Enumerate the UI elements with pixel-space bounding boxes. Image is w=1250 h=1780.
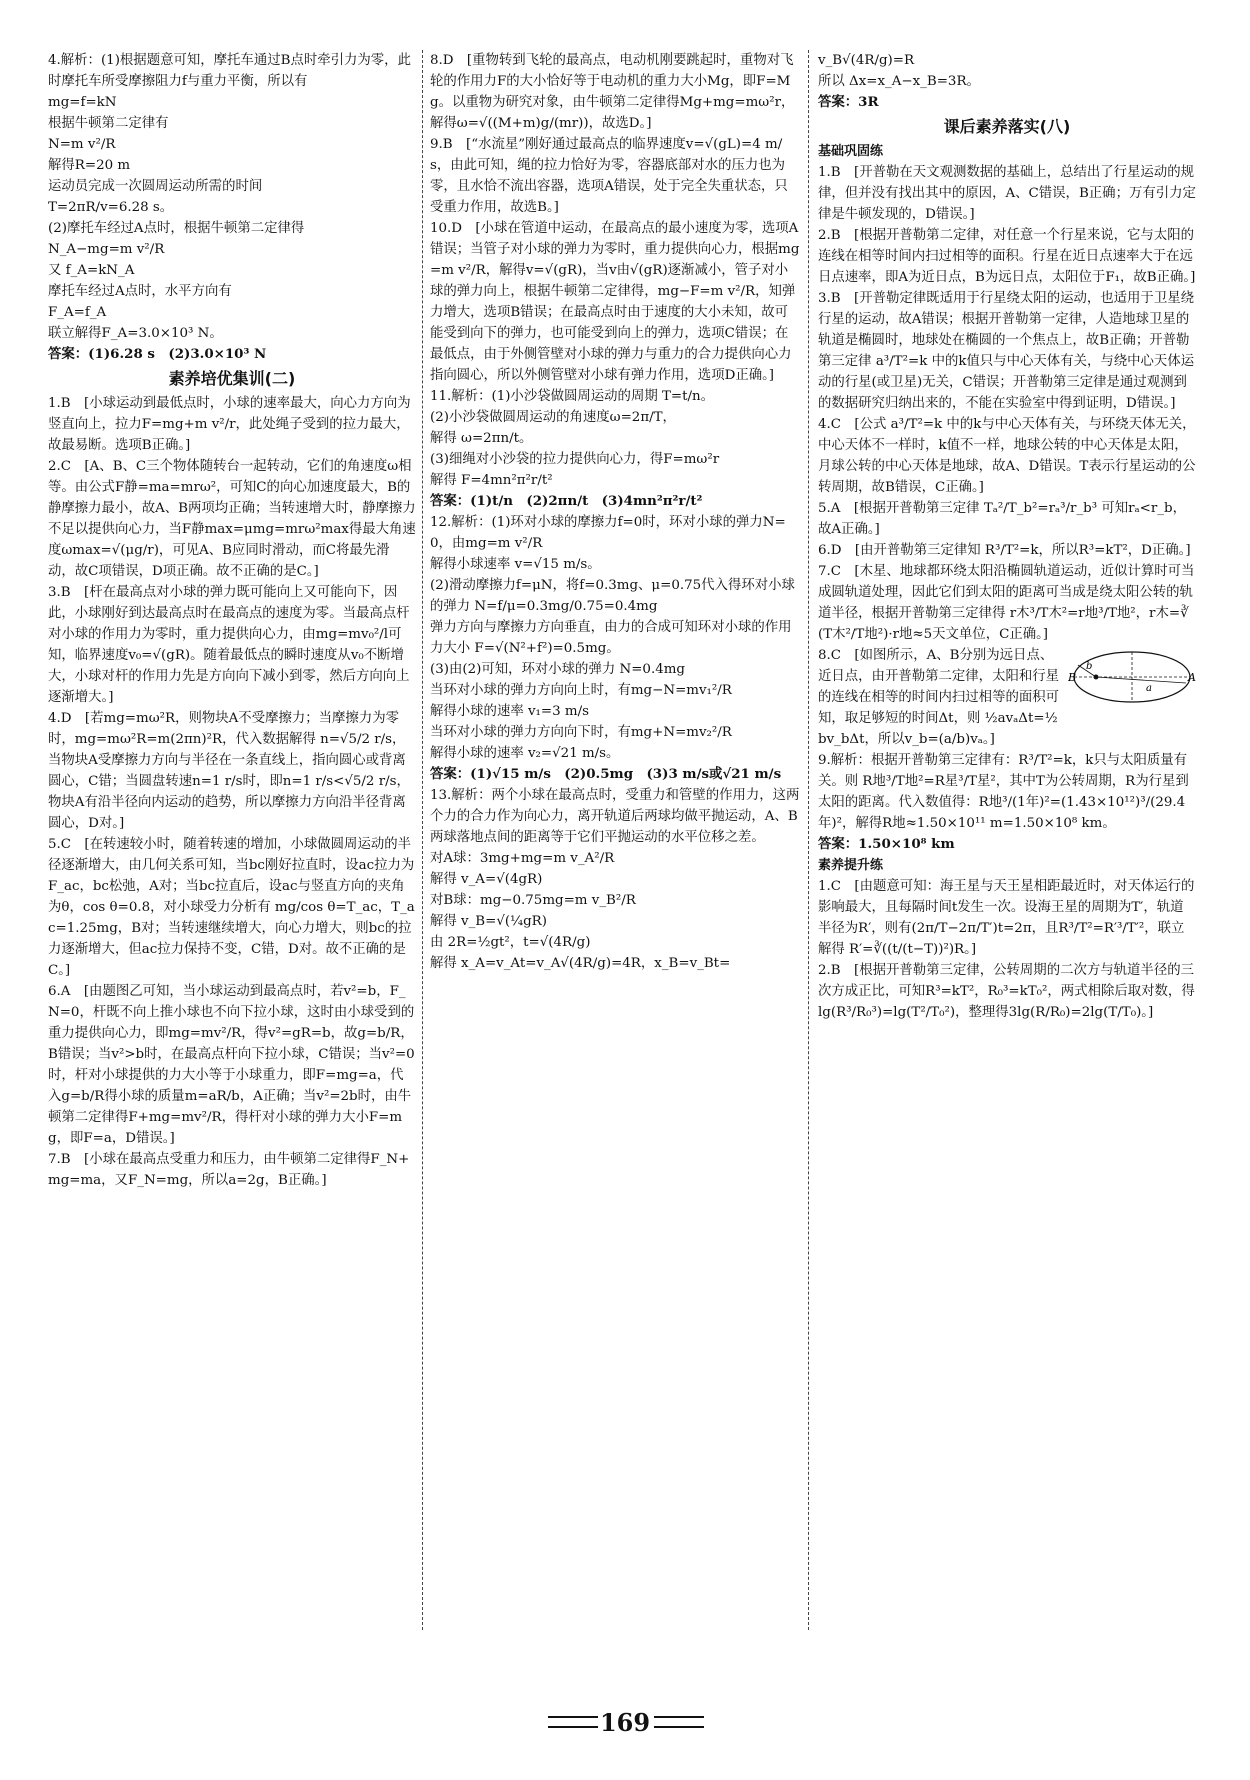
training-answer-5: 5.C [在转速较小时，随着转速的增加，小球做圆周运动的半径逐渐增大，由几何关系可知，当bc刚好拉直时，设ac拉力为F_ac，bc松弛，A对；当bc拉直后，设ac与竖直方向的夹角为θ，cos θ=0.8，对小球受力分析有 mg/cos θ=T_ac，T_ac=1.25mg，B对；当转速继续增大，向心力增大，则bc的拉力逐渐增大，但ac拉力保持不变，C错，D对。故不正确的是C。] xyxy=(48,837,415,978)
basic-answer-1: 1.B [开普勒在天文观测数据的基础上，总结出了行星运动的规律，但并没有找出其中的原因，A、C错误，B正确；万有引力定律是牛顿发现的，D错误。] xyxy=(818,165,1196,222)
answer-4-equation: N_A−mg=m v²/R xyxy=(48,242,165,257)
section-title-training: 素养培优集训(二) xyxy=(168,369,296,388)
training-answer-7: 7.B [小球在最高点受重力和压力，由牛顿第二定律得F_N+mg=ma，又F_N=mg，所以a=2g，B正确。] xyxy=(48,1152,410,1188)
basic-answer-4: 4.C [公式 a³/T²=k 中的k与中心天体有关，与环绕天体无关，中心天体不一样时，k值不一样，地球公转的中心天体是太阳，月球公转的中心天体是地球，故A、D错误。T表示行星运动的公转周期，故B错误，C正确。] xyxy=(818,417,1196,495)
basic-answer-9: 9.解析：根据开普勒第三定律有：R³/T²=k，k只与太阳质量有关。则 R地³/T地²=R星³/T星²，其中T为公转周期，R为行星到太阳的距离。代入数值得：R地³/(1年)²=(1.43×10¹²)³/(29.4年)²，解得R地≈1.50×10¹¹ m=1.50×10⁸ km。 xyxy=(818,753,1189,831)
answer-4-line: mg=f=kN xyxy=(48,95,117,110)
basic-answer-7: 7.C [木星、地球都环绕太阳沿椭圆轨道运动，近似计算时可当成圆轨道处理，因此它们到太阳的距离可当成是绕太阳公转的轨道半径，根据开普勒第三定律得 r木³/T木²=r地³/T地²，r木=∛(T木²/T地²)·r地≈5天文单位，C正确。] xyxy=(818,564,1195,642)
training-answer-13-line: 由 2R=½gt²，t=√(4R/g) xyxy=(430,935,591,950)
training-answer-12: 12.解析：(1)环对小球的摩擦力f=0时，环对小球的弹力N=0，由mg=m v²/R xyxy=(430,515,786,551)
advanced-answer-1: 1.C [由题意可知：海王星与天王星相距最近时，对天体运行的影响最大，且每隔时间t发生一次。设海王星的周期为T′，轨道半径为R′，则有(2π/T−2π/T′)t=2π，且R³/T²=R′³/T′²，联立解得 R′=∛((t/(t−T))²)R。] xyxy=(818,879,1195,957)
training-answer-13-line: 解得 v_A=√(4gR) xyxy=(430,872,543,887)
answer-4-line: (2)摩托车经过A点时，根据牛顿第二定律得 xyxy=(48,221,305,236)
training-answer-12-line: 当环对小球的弹力方向向上时，有mg−N=mv₁²/R xyxy=(430,683,732,698)
subsection-basic: 基础巩固练 xyxy=(818,144,884,159)
right-column xyxy=(818,50,1196,1023)
figure-label-a: a xyxy=(1146,683,1152,694)
training-answer-13: 13.解析：两个小球在最高点时，受重力和管壁的作用力，这两个力的合力作为向心力，离开轨道后两球均做平抛运动，A、B两球落地点间的距离等于它们平抛运动的水平位移之差。 xyxy=(430,788,800,845)
training-answer-1: 1.B [小球运动到最低点时，小球的速率最大，向心力方向为竖直向上，拉力F=mg+m v²/r，此处绳子受到的拉力最大，故最易断。选项B正确。] xyxy=(48,396,411,453)
training-answer-12-line: 解得小球的速率 v₂=√21 m/s。 xyxy=(430,746,620,761)
training-answer-8: 8.D [重物转到飞轮的最高点，电动机刚要跳起时，重物对飞轮的作用力F的大小恰好等于电动机的重力大小Mg，即F=Mg。以重物为研究对象，由牛顿第二定律得Mg+mg=mω²r，解得ω=√((M+m)g/(mr))，故选D。] xyxy=(430,53,795,131)
basic-answer-8-block xyxy=(818,645,1196,750)
training-answer-6: 6.A [由题图乙可知，当小球运动到最高点时，若v²=b，F_N=0，杆既不向上推小球也不向下拉小球，这时由小球受到的重力提供向心力，即mg=mv²/R，得v²=gR=b，故g=b/R，B错误；当v²>b时，在最高点杆向下拉小球，C错误；当v²=0时，杆对小球提供的力大小等于小球重力，即F=mg=a，代入g=b/R得小球的质量m=aR/b，A正确；当v²=2b时，由牛顿第二定律得F+mg=mv²/R，得杆对小球的弹力大小F=mg，即F=a，D错误。] xyxy=(48,984,415,1146)
training-answer-12-line: 弹力方向与摩擦力方向垂直，由力的合成可知环对小球的作用力大小 F=√(N²+f²)=0.5mg。 xyxy=(430,620,792,656)
basic-answer-9-final: 答案：1.50×10⁸ km xyxy=(818,836,955,852)
training-answer-12-line: 解得小球的速率 v₁=3 m/s xyxy=(430,704,590,719)
training-answer-9: 9.B [“水流星”刚好通过最高点的临界速度v=√(gL)=4 m/s，由此可知，绳的拉力恰好为零，容器底部对水的压力也为零，且水恰不流出容器，选项A错误，处于完全失重状态，只受重力作用，故选B。] xyxy=(430,137,788,215)
training-answer-12-line: (3)由(2)可知，环对小球的弹力 N=0.4mg xyxy=(430,662,685,677)
training-answer-11-line: 解得 ω=2πn/t。 xyxy=(430,431,533,446)
figure-label-B: B xyxy=(1068,671,1077,684)
training-answer-13-line: 对B球：mg−0.75mg=m v_B²/R xyxy=(430,893,636,908)
page-number-decoration-right xyxy=(654,1716,704,1728)
answer-4-equation: T=2πR/v=6.28 s。 xyxy=(48,200,174,215)
training-answer-11-final: 答案：(1)t/n (2)2πn/t (3)4mn²π²r/t² xyxy=(430,493,703,509)
answer-13-continued: 所以 Δx=x_A−x_B=3R。 xyxy=(818,74,980,89)
figure-label-b: b xyxy=(1086,661,1093,672)
section-title-after-class: 课后素养落实(八) xyxy=(943,117,1071,136)
training-answer-12-final: 答案：(1)√15 m/s (2)0.5mg (3)3 m/s或√21 m/s xyxy=(430,766,782,782)
training-answer-10: 10.D [小球在管道中运动，在最高点的最小速度为零，选项A错误；当管子对小球的弹力为零时，重力提供向心力，根据mg=m v²/R，解得v=√(gR)，当v由√(gR)逐渐减小，管子对小球的弹力向上，根据牛顿第二定律得，mg−F=m v²/R，知弹力增大，选项B错误；在最高点时由于速度的大小未知，故可能受到向下的弹力，也可能受到向上的弹力，选项C错误；在最低点，由于外侧管壁对小球的弹力与重力的合力提供向心力指向圆心，所以外侧管壁对小球有弹力作用，选项D正确。] xyxy=(430,221,800,383)
training-answer-13-line: 对A球：3mg+mg=m v_A²/R xyxy=(430,851,615,866)
answer-4-intro: 4.解析：(1)根据题意可知，摩托车通过B点时牵引力为零，此时摩托车所受摩擦阻力f与重力平衡，所以有 xyxy=(48,53,411,89)
training-answer-11-line: 解得 F=4mn²π²r/t² xyxy=(430,473,553,488)
answer-4-line: 解得R=20 m xyxy=(48,158,131,173)
basic-answer-8: 8.C [如图所示，A、B分别为远日点、近日点，由开普勒第二定律，太阳和行星的连线在相等的时间内扫过相等的面积可知，取足够短的时间Δt，则 ½avₐΔt=½bv_bΔt，所以v_b=(a/b)vₐ。] xyxy=(818,648,1060,747)
middle-column xyxy=(430,50,800,974)
training-answer-13-line: 解得 v_B=√(¼gR) xyxy=(430,914,547,929)
answer-4-line: 运动员完成一次圆周运动所需的时间 xyxy=(48,179,263,194)
training-answer-11-line: (3)细绳对小沙袋的拉力提供向心力，得F=mω²r xyxy=(430,452,720,467)
answer-4-equation: N=m v²/R xyxy=(48,137,116,152)
answer-4-line: F_A=f_A xyxy=(48,305,107,320)
training-answer-11: 11.解析：(1)小沙袋做圆周运动的周期 T=t/n。 xyxy=(430,389,715,404)
figure-label-A: A xyxy=(1188,671,1196,684)
training-answer-13-line: 解得 x_A=v_At=v_A√(4R/g)=4R，x_B=v_Bt= xyxy=(430,956,731,971)
answer-4-line: 又 f_A=kN_A xyxy=(48,263,135,278)
answer-4-line: 根据牛顿第二定律有 xyxy=(48,116,169,131)
answer-4-line: 联立解得F_A=3.0×10³ N。 xyxy=(48,326,223,341)
training-answer-12-line: 解得小球速率 v=√15 m/s。 xyxy=(430,557,601,572)
left-column xyxy=(48,50,416,1191)
advanced-answer-2: 2.B [根据开普勒第三定律，公转周期的二次方与轨道半径的三次方成正比，可知R³=kT²，R₀³=kT₀²，两式相除后取对数，得lg(R³/R₀³)=lg(T²/T₀²)，整理得3lg(R/R₀)=2lg(T/T₀)。] xyxy=(818,963,1195,1020)
answer-4-final: 答案：(1)6.28 s (2)3.0×10³ N xyxy=(48,346,267,362)
training-answer-11-line: (2)小沙袋做圆周运动的角速度ω=2π/T， xyxy=(430,410,676,425)
basic-answer-6: 6.D [由开普勒第三定律知 R³/T²=k，所以R³=kT²，D正确。] xyxy=(818,543,1191,558)
answer-13-final: 答案：3R xyxy=(818,94,879,110)
basic-answer-5: 5.A [根据开普勒第三定律 Tₐ²/T_b²=rₐ³/r_b³ 可知rₐ<r_b，故A正确。] xyxy=(818,501,1186,537)
training-answer-4: 4.D [若mg=mω²R，则物块A不受摩擦力；当摩擦力为零时，mg=mω²R=m(2πn)²R，代入数据解得 n=√5/2 r/s，当物块A受摩擦力方向与半径在一条直线上，指向圆心或背离圆心，C错；当圆盘转速n=1 r/s时，即n=1 r/s<√5/2 r/s，物块A有沿半径向内运动的趋势，所以摩擦力方向沿半径背离圆心，D对。] xyxy=(48,711,410,831)
basic-answer-2: 2.B [根据开普勒第二定律，对任意一个行星来说，它与太阳的连线在相等时间内扫过相等的面积。行星在近日点速率大于在远日点速率，即A为近日点，B为远日点，太阳位于F₁，故B正确。] xyxy=(818,228,1196,285)
page-number: 169 xyxy=(599,1708,651,1737)
column-divider-1 xyxy=(422,50,423,1630)
training-answer-12-line: (2)滑动摩擦力f=μN，将f=0.3mg、μ=0.75代入得环对小球的弹力 N=f/μ=0.3mg/0.75=0.4mg xyxy=(430,578,795,614)
answer-4-line: 摩托车经过A点时，水平方向有 xyxy=(48,284,232,299)
training-answer-3: 3.B [杆在最高点对小球的弹力既可能向上又可能向下，因此，小球刚好到达最高点时在最高点的速度为零。当最高点杆对小球的作用力为零时，重力提供向心力，由mg=mv₀²/l可知，临界速度v₀=√(gR)。随着最低点的瞬时速度从v₀不断增大，小球对杆的作用力先是方向向下减小到零，然后方向向上逐渐增大。] xyxy=(48,585,410,705)
column-divider-2 xyxy=(808,50,809,1630)
subsection-advanced: 素养提升练 xyxy=(818,858,884,873)
answer-13-continued: v_B√(4R/g)=R xyxy=(818,53,915,68)
basic-answer-3: 3.B [开普勒定律既适用于行星绕太阳的运动，也适用于卫星绕行星的运动，故A错误；根据开普勒第一定律，人造地球卫星的轨道是椭圆时，地球处在椭圆的一个焦点上，故B正确；开普勒第三定律 a³/T²=k 中的k值只与中心天体有关，与绕中心天体运动的行星(或卫星)无关，C错误；开普勒第三定律是通过观测到的数据研究归纳出来的，不能在实验室中得到证明，D错误。] xyxy=(818,291,1195,411)
training-answer-2: 2.C [A、B、C三个物体随转台一起转动，它们的角速度ω相等。由公式F静=ma=mrω²，可知C的向心加速度最大，B的静摩擦力最小，故A、B两项均正确；当转速增大时，静摩擦力不足以提供向心力，当F静max=μmg=mrω²max得最大角速度ωmax=√(μg/r)，可见A、B应同时滑动，而C将最先滑动，故C项错误，D项正确。故不正确的是C。] xyxy=(48,459,416,579)
training-answer-12-line: 当环对小球的弹力方向向下时，有mg+N=mv₂²/R xyxy=(430,725,732,740)
orbit-ellipse-figure xyxy=(1068,647,1196,707)
